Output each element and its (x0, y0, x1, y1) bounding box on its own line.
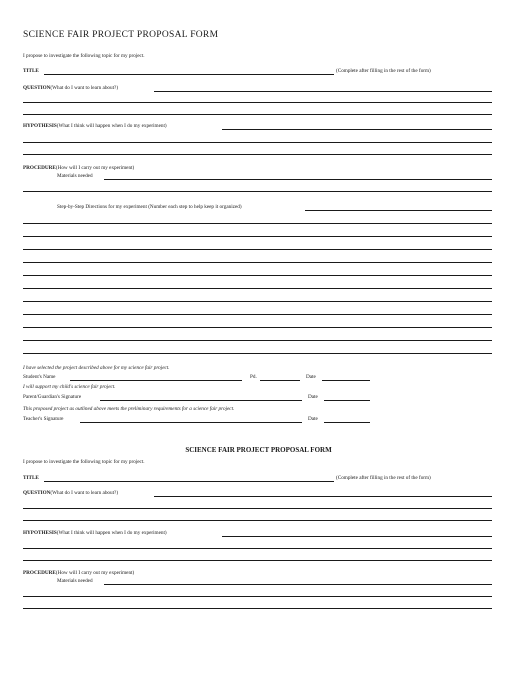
page-title: SCIENCE FAIR PROJECT PROPOSAL FORM (23, 30, 219, 40)
date-label-parent: Date (308, 394, 318, 400)
title-field-line-2[interactable] (44, 481, 334, 482)
procedure-label-2: PROCEDURE (23, 570, 56, 576)
steps-line[interactable] (23, 340, 492, 341)
steps-line[interactable] (23, 288, 492, 289)
hypothesis-line-2-3[interactable] (23, 560, 492, 561)
steps-line[interactable] (23, 314, 492, 315)
title-label-2: TITLE (23, 475, 39, 481)
steps-line[interactable] (23, 223, 492, 224)
hypothesis-label-2: HYPOTHESIS (23, 530, 57, 536)
materials-line-2-2[interactable] (23, 596, 492, 597)
question-line-2[interactable] (23, 102, 492, 103)
hypothesis-line-2-2[interactable] (23, 548, 492, 549)
materials-label: Materials needed (57, 173, 93, 179)
hypothesis-row-2 (23, 531, 167, 536)
materials-line-2[interactable] (23, 191, 492, 192)
question-note: (What do I want to learn about?) (50, 85, 119, 91)
pd-line[interactable] (260, 380, 300, 381)
teacher-statement: This proposed project as outlined above meets the preliminary requirements for a science fair project. (23, 406, 235, 412)
steps-line[interactable] (23, 249, 492, 250)
intro-text-2: I propose to investigate the following topic for my project. (23, 459, 145, 465)
steps-line[interactable] (23, 262, 492, 263)
materials-line-2-1[interactable] (104, 584, 492, 585)
pd-label: Pd. (250, 374, 257, 380)
procedure-row (23, 166, 134, 171)
procedure-note: (How will I carry out my experiment) (55, 165, 135, 171)
date-line-teacher[interactable] (324, 422, 370, 423)
parent-signature-label: Parent/Guardian's Signature (23, 394, 82, 400)
title-field-line[interactable] (44, 74, 334, 75)
question-row-2 (23, 491, 118, 496)
section-title: SCIENCE FAIR PROJECT PROPOSAL FORM (185, 446, 332, 454)
steps-line-1[interactable] (305, 210, 492, 211)
hypothesis-note-2: (What I think will happen when I do my experiment) (56, 530, 167, 536)
question-row (23, 86, 118, 91)
hypothesis-line-2-1[interactable] (222, 536, 492, 537)
question-line-2-2[interactable] (23, 508, 492, 509)
steps-line[interactable] (23, 236, 492, 237)
teacher-signature-label: Teacher's Signature (23, 416, 64, 422)
procedure-label: PROCEDURE (23, 165, 56, 171)
parent-statement: I will support my child's science fair project. (23, 384, 116, 390)
student-statement: I have selected the project described above for my science fair project. (23, 365, 170, 371)
parent-signature-line[interactable] (100, 400, 302, 401)
materials-line-1[interactable] (104, 179, 492, 180)
title-label: TITLE (23, 68, 39, 74)
hypothesis-line-2[interactable] (23, 142, 492, 143)
question-label: QUESTION (23, 85, 51, 91)
materials-line-2-3[interactable] (23, 608, 492, 609)
hypothesis-line-1[interactable] (222, 129, 492, 130)
student-name-line[interactable] (70, 380, 242, 381)
steps-line[interactable] (23, 353, 492, 354)
question-line-2-3[interactable] (23, 520, 492, 521)
question-line-1[interactable] (154, 91, 492, 92)
question-label-2: QUESTION (23, 490, 51, 496)
date-label-teacher: Date (308, 416, 318, 422)
title-note-2: (Complete after filling in the rest of the form) (336, 475, 431, 481)
teacher-signature-line[interactable] (80, 422, 302, 423)
student-name-label: Student's Name (23, 374, 56, 380)
date-line-parent[interactable] (324, 400, 370, 401)
question-line-2-1[interactable] (154, 496, 492, 497)
steps-label: Step-by-Step Directions for my experiment (Number each step to help keep it organized) (57, 204, 242, 210)
date-line-student[interactable] (322, 380, 370, 381)
hypothesis-line-3[interactable] (23, 154, 492, 155)
intro-text: I propose to investigate the following topic for my project. (23, 53, 145, 59)
steps-line[interactable] (23, 301, 492, 302)
question-line-3[interactable] (23, 114, 492, 115)
question-note-2: (What do I want to learn about?) (50, 490, 119, 496)
steps-line[interactable] (23, 275, 492, 276)
steps-line[interactable] (23, 327, 492, 328)
hypothesis-label: HYPOTHESIS (23, 123, 57, 129)
hypothesis-row (23, 124, 167, 129)
hypothesis-note: (What I think will happen when I do my experiment) (56, 123, 167, 129)
materials-label-2: Materials needed (57, 578, 93, 584)
procedure-note-2: (How will I carry out my experiment) (55, 570, 135, 576)
procedure-row-2 (23, 571, 134, 576)
title-note: (Complete after filling in the rest of the form) (336, 68, 431, 74)
date-label-student: Date (306, 374, 316, 380)
